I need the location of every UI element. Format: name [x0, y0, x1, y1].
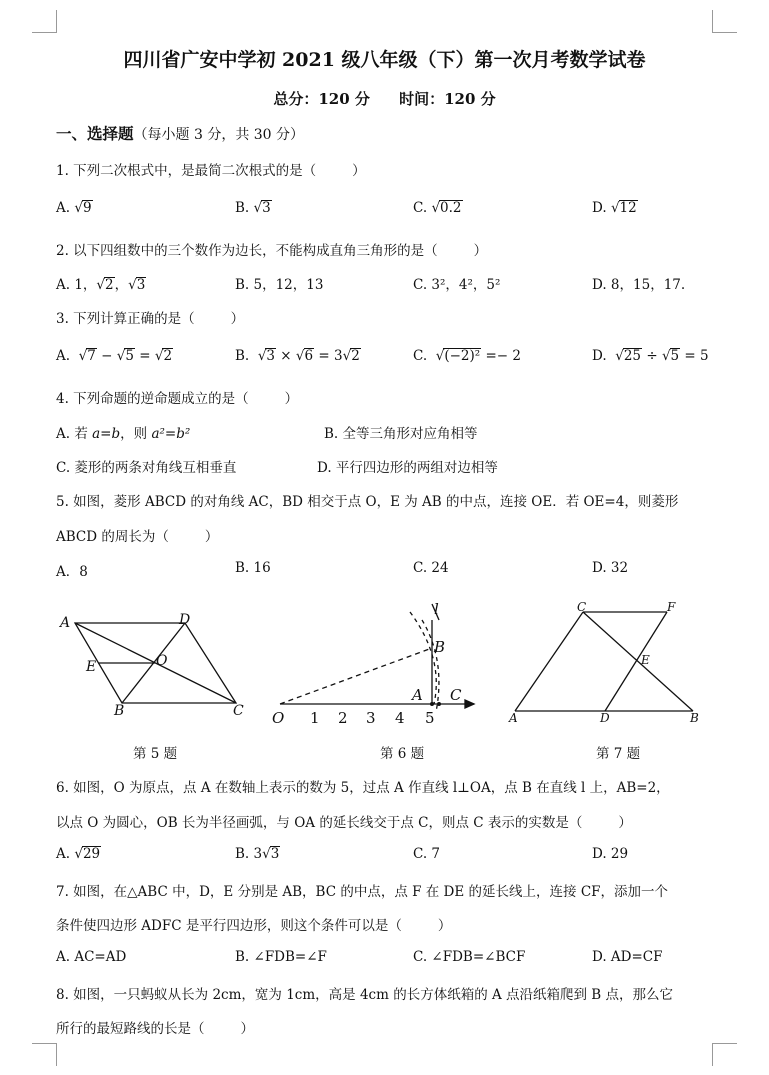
label-b: B	[434, 638, 446, 656]
question-1-stem	[56, 159, 366, 179]
label-b: B	[690, 711, 699, 725]
figure-5-caption: 第 5 题	[133, 746, 178, 762]
q8-line2-text: 所行的最短路线的长是（	[56, 1021, 205, 1037]
q3-stem-end: ）	[230, 311, 245, 327]
crop-mark-top-right	[712, 10, 737, 33]
q1-b-label: B.	[235, 200, 254, 216]
q1-stem-text: 1. 下列二次根式中，是最简二次根式的是（	[56, 163, 317, 179]
label-b: B	[114, 703, 125, 719]
figure-5-rhombus	[50, 605, 260, 723]
q3-b-r2: 6	[304, 348, 314, 364]
figure-6-caption: 第 6 题	[380, 746, 425, 762]
q8-line2-end: ）	[240, 1021, 254, 1037]
q5-line2-end: ）	[204, 529, 219, 545]
q6-line2-end: ）	[618, 815, 632, 831]
q2-a-text: A. 1，	[56, 277, 97, 293]
q5-line2-text: ABCD 的周长为（	[56, 529, 169, 545]
q1-stem-end: ）	[352, 163, 366, 179]
q1-d-label: D.	[592, 200, 611, 216]
q2-stem-end: ）	[473, 243, 488, 259]
figure-6-number-line	[262, 600, 484, 730]
q6-a-radicand: 29	[82, 846, 101, 862]
tick-4: 4	[395, 709, 405, 727]
q1-c-radicand: 0.2	[440, 200, 462, 216]
q3-a-op: −	[96, 348, 117, 364]
exam-subtitle	[0, 88, 769, 109]
q7-line2-end: ）	[437, 918, 452, 934]
q7-line2-text: 条件使四边形 ADFC 是平行四边形，则这个条件可以是（	[56, 918, 402, 934]
axis-arrow	[465, 700, 474, 708]
q6-a-label: A.	[56, 846, 75, 862]
q3-d-label: D.	[592, 348, 607, 364]
q6-option-d: D. 29	[592, 846, 629, 862]
q2-option-c: C. 3²，4²，5²	[413, 277, 501, 293]
q3-d-op: ÷	[642, 348, 662, 364]
q6-option-a: A. √29	[56, 846, 101, 862]
q1-d-radicand: 12	[619, 200, 637, 216]
point-a-dot	[430, 702, 434, 706]
q3-option-a: A. √7 − √5 = √2	[56, 348, 173, 364]
q4-stem-end: ）	[284, 391, 299, 407]
q3-b-r3: 2	[351, 348, 360, 364]
q3-c-label: C.	[413, 348, 428, 364]
q3-a-r1: 7	[87, 348, 96, 364]
q3-b-op: ×	[276, 348, 296, 364]
q3-a-r3: 2	[163, 348, 173, 364]
q3-d-eq: = 5	[680, 348, 709, 364]
tick-5: 5	[425, 709, 435, 727]
total-score: 总分：120 分	[273, 90, 370, 108]
q7-option-c: C. ∠FDB=∠BCF	[413, 949, 526, 965]
q3-d-r2: 5	[670, 348, 680, 364]
q6-option-b: B. 3√3	[235, 846, 280, 862]
label-o: O	[156, 653, 168, 669]
q3-option-b: B. √3 × √6 = 3√2	[235, 348, 360, 364]
question-4-stem	[56, 387, 298, 407]
q1-option-d: D. √12	[592, 200, 637, 216]
q3-d-r1: 25	[623, 348, 642, 364]
q6-b-radicand: 3	[270, 846, 280, 862]
label-c: C	[233, 703, 244, 719]
segment-ob	[280, 648, 432, 704]
section-heading	[56, 122, 304, 144]
q3-a-r2: 5	[125, 348, 134, 364]
q1-c-label: C.	[413, 200, 432, 216]
label-l: l	[434, 600, 439, 618]
q6-option-c: C. 7	[413, 846, 441, 862]
q4-a-pre: A. 若	[56, 426, 93, 442]
q5-option-a: A．8	[56, 564, 88, 580]
tick-1: 1	[310, 709, 320, 727]
q1-option-c: C. √0.2	[413, 200, 462, 216]
tick-3: 3	[366, 709, 376, 727]
q4-a-cond: a=b	[92, 426, 121, 442]
section-note: （每小题 3 分，共 30 分）	[133, 127, 305, 143]
segment-df	[605, 612, 667, 711]
q3-a-label: A.	[56, 348, 71, 364]
question-3-stem	[56, 307, 244, 327]
q2-option-d: D. 8，15，17.	[592, 277, 686, 293]
q5-option-b: B. 16	[235, 560, 271, 576]
label-e: E	[86, 659, 97, 675]
tick-2: 2	[338, 709, 348, 727]
q1-option-a: A. √9	[56, 200, 92, 216]
q3-b-r1: 3	[266, 348, 276, 364]
q7-option-d: D. AD=CF	[592, 949, 663, 965]
q3-option-d: D. √25 ÷ √5 = 5	[592, 348, 709, 364]
figure-7-caption: 第 7 题	[596, 746, 641, 762]
q1-b-radicand: 3	[262, 200, 271, 216]
q7-option-a: A. AC=AD	[56, 949, 127, 965]
label-c: C	[577, 600, 587, 614]
question-6-line-2	[56, 811, 632, 831]
crop-mark-top-left	[32, 10, 57, 33]
point-c-dot	[437, 702, 441, 706]
side-ac	[515, 612, 583, 711]
question-7-line-1: 7. 如图，在△ABC 中，D，E 分别是 AB，BC 的中点，点 F 在 DE 的延长线上，连接 CF，添加一个	[56, 884, 669, 900]
q4-a-then: ，则	[120, 426, 152, 442]
label-o: O	[272, 709, 285, 727]
q3-b-label: B.	[235, 348, 250, 364]
q3-c-r1: (−2)²	[444, 348, 481, 364]
q5-option-c: C. 24	[413, 560, 449, 576]
crop-mark-bottom-right	[712, 1043, 737, 1066]
q4-stem-text: 4. 下列命题的逆命题成立的是（	[56, 391, 249, 407]
crop-mark-bottom-left	[32, 1043, 57, 1066]
q1-a-label: A.	[56, 200, 75, 216]
section-title: 一、选择题	[56, 124, 134, 143]
q2-option-b: B. 5，12，13	[235, 277, 324, 293]
q6-line2-text: 以点 O 为圆心，OB 长为半径画弧，与 OA 的延长线交于点 C，则点 C 表示的实数是（	[56, 815, 583, 831]
q4-option-b: B. 全等三角形对应角相等	[324, 426, 478, 442]
question-5-line-1: 5. 如图，菱形 ABCD 的对角线 AC，BD 相交于点 O，E 为 AB 的中点，连接 OE．若 OE=4，则菱形	[56, 494, 679, 510]
q1-a-radicand: 9	[82, 200, 92, 216]
label-a: A	[509, 711, 518, 725]
q4-option-d: D. 平行四边形的两组对边相等	[317, 460, 498, 476]
q4-option-a	[56, 422, 190, 442]
arc-guide	[422, 620, 439, 712]
q3-a-eq: =	[134, 348, 155, 364]
q1-option-b: B. √3	[235, 200, 271, 216]
question-2-stem	[56, 239, 487, 259]
label-a: A	[60, 615, 71, 631]
label-c: C	[450, 686, 462, 704]
q2-a-rad1: 2	[105, 277, 114, 293]
q2-stem-text: 2. 以下四组数中的三个数作为边长，不能构成直角三角形的是（	[56, 243, 438, 259]
question-7-line-2	[56, 914, 451, 934]
question-6-line-1: 6. 如图，O 为原点，点 A 在数轴上表示的数为 5，过点 A 作直线 l⊥OA，点 B 在直线 l 上，AB=2，	[56, 780, 670, 796]
label-a: A	[412, 686, 423, 704]
q5-option-d: D. 32	[592, 560, 629, 576]
question-8-line-2	[56, 1017, 254, 1037]
side-cb	[583, 612, 693, 711]
q6-b-label: B. 3	[235, 846, 263, 862]
figure-7-triangle	[505, 600, 715, 725]
q2-a-rad2: 3	[136, 277, 146, 293]
q3-stem-text: 3. 下列计算正确的是（	[56, 311, 195, 327]
exam-title: 四川省广安中学初 2021 级八年级（下）第一次月考数学试卷	[123, 49, 646, 71]
q3-b-eq: = 3	[314, 348, 343, 364]
label-d: D	[600, 711, 610, 725]
label-f: F	[667, 600, 676, 614]
q3-option-c: C. √(−2)² =− 2	[413, 348, 521, 364]
q4-option-c: C. 菱形的两条对角线互相垂直	[56, 460, 237, 476]
exam-time: 时间：120 分	[399, 90, 496, 108]
question-8-line-1: 8. 如图，一只蚂蚁从长为 2cm，宽为 1cm，高是 4cm 的长方体纸箱的 A 点沿纸箱爬到 B 点，那么它	[56, 987, 674, 1003]
q7-option-b: B. ∠FDB=∠F	[235, 949, 327, 965]
q4-a-concl: a²=b²	[151, 426, 191, 442]
label-e: E	[641, 653, 650, 667]
question-5-line-2	[56, 525, 218, 545]
label-d: D	[179, 612, 191, 628]
q2-option-a: A. 1，√2，√3	[56, 277, 146, 293]
q3-c-eq: =− 2	[481, 348, 521, 364]
